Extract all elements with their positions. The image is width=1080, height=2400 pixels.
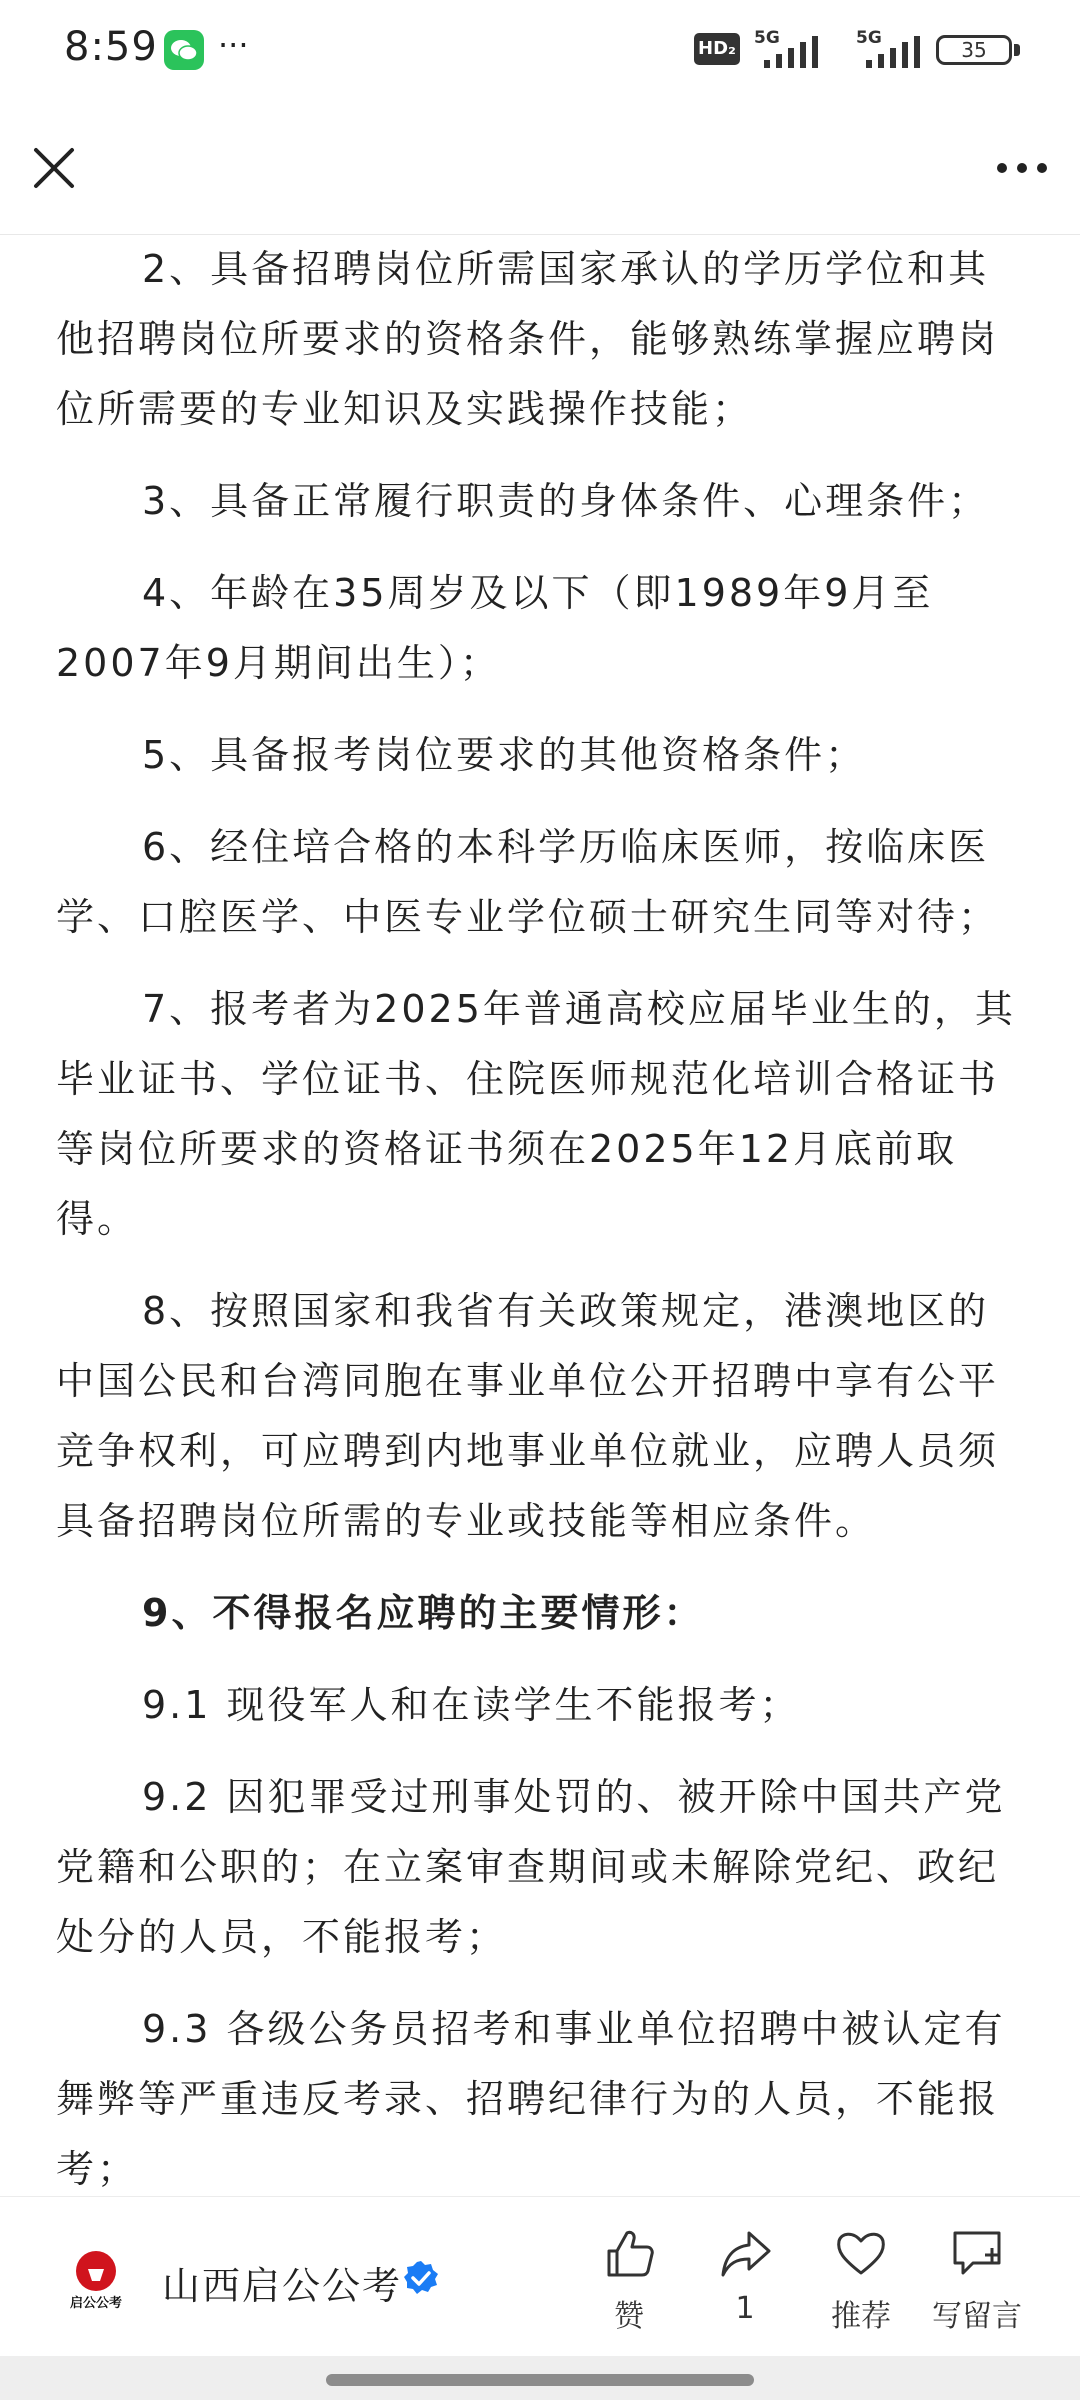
- thumbs-up-icon: [601, 2225, 657, 2281]
- paragraph-6: 6、经住培合格的本科学历临床医师，按临床医学、口腔医学、中医专业学位硕士研究生同等对待；: [56, 825, 1000, 939]
- svg-text:启公公考: 启公公考: [69, 2296, 123, 2311]
- battery-tip: [1014, 44, 1020, 56]
- signal-icon-2: 5G: [856, 30, 928, 70]
- qigong-logo-icon: [60, 2247, 132, 2311]
- account-avatar[interactable]: [60, 2247, 132, 2311]
- status-bar: [0, 0, 1080, 100]
- paragraph-9-2: 9.2 因犯罪受过刑事处罚的、被开除中国共产党党籍和公职的；在立案审查期间或未解除党纪、政纪处分的人员，不能报考；: [56, 1775, 1006, 1959]
- write-comment-label: 写留言: [932, 2299, 1022, 2334]
- clock: 8:59: [64, 24, 158, 70]
- write-comment-button[interactable]: [922, 2225, 1032, 2335]
- close-button[interactable]: [26, 140, 82, 196]
- paragraph-9-1: 9.1 现役军人和在读学生不能报考；: [142, 1683, 801, 1727]
- more-options-button[interactable]: [992, 150, 1052, 186]
- like-label: 赞: [614, 2299, 644, 2334]
- section-heading-9: 9、不得报名应聘的主要情形：: [142, 1591, 705, 1635]
- paragraph-9-3: 9.3 各级公务员招考和事业单位招聘中被认定有舞弊等严重违反考录、招聘纪律行为的人员，不能报考；: [56, 2007, 1006, 2191]
- account-name[interactable]: 山西启公公考: [162, 2264, 403, 2308]
- battery-icon: 35: [936, 35, 1012, 65]
- comment-add-icon: [949, 2225, 1005, 2281]
- paragraph-8: 8、按照国家和我省有关政策规定，港澳地区的中国公民和台湾同胞在事业单位公开招聘中享有公平竞争权利，可应聘到内地事业单位就业，应聘人员须具备招聘岗位所需的专业或技能等相应条件。: [56, 1289, 1000, 1543]
- heart-icon: [833, 2225, 889, 2281]
- verified-badge-icon: [402, 2259, 440, 2297]
- paragraph-3: 3、具备正常履行职责的身体条件、心理条件；: [142, 479, 990, 523]
- share-count: 1: [735, 2291, 755, 2326]
- hd-voice-icon: HD₂: [694, 33, 740, 65]
- signal-icon-1: 5G: [754, 30, 826, 70]
- paragraph-2: 2、具备招聘岗位所需国家承认的学历学位和其他招聘岗位所要求的资格条件，能够熟练掌握应聘岗位所需要的专业知识及实践操作技能；: [56, 247, 1000, 431]
- article-body: [56, 234, 1026, 2196]
- share-forward-icon: [717, 2225, 773, 2281]
- paragraph-7: 7、报考者为2025年普通高校应届毕业生的，其毕业证书、学位证书、住院医师规范化培训合格证书等岗位所要求的资格证书须在2025年12月底前取得。: [56, 987, 1016, 1241]
- paragraph-5: 5、具备报考岗位要求的其他资格条件；: [142, 733, 867, 777]
- share-button[interactable]: [690, 2225, 800, 2326]
- article-header: [0, 100, 1080, 235]
- bottom-action-bar: [0, 2196, 1080, 2357]
- like-button[interactable]: [574, 2225, 684, 2335]
- home-gesture-bar[interactable]: [326, 2374, 754, 2386]
- more-horizontal-icon: [992, 150, 1052, 186]
- wechat-notification-icon: [164, 30, 204, 70]
- recommend-button[interactable]: [806, 2225, 916, 2335]
- paragraph-4: 4、年龄在35周岁及以下（即1989年9月至2007年9月期间出生）；: [56, 571, 934, 685]
- close-icon: [26, 140, 82, 196]
- recommend-label: 推荐: [831, 2299, 891, 2334]
- more-notifications-icon: ···: [218, 26, 249, 64]
